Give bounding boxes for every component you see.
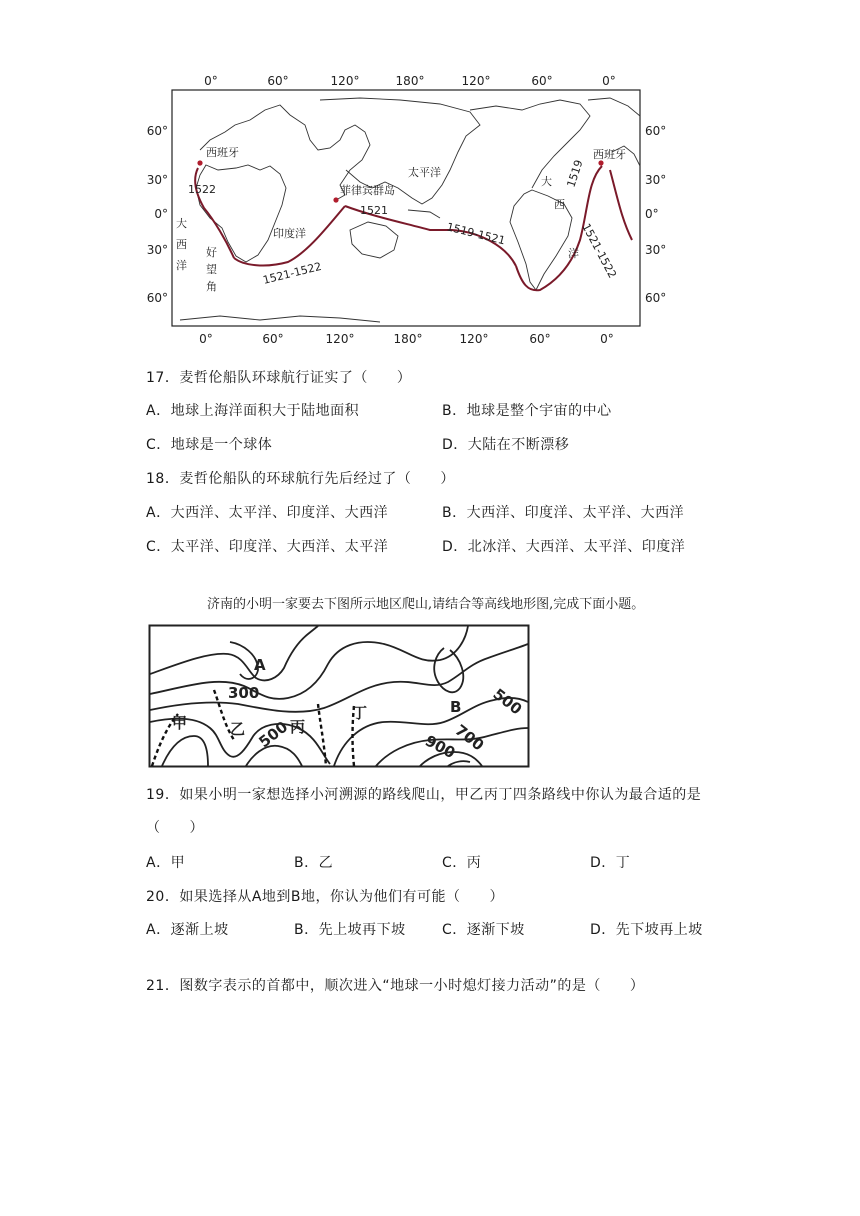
option-c: C．丙 [442,855,482,871]
top-lon-label: 0° [602,74,616,88]
bottom-lon-label: 120° [325,332,355,346]
atlantic-label: 洋 [568,247,579,260]
question-18: 18．麦哲伦船队的环球航行先后经过了（ ） [146,471,455,487]
left-lat-label: 30° [146,243,168,257]
bottom-lon-label: 120° [459,332,489,346]
top-lon-label: 0° [204,74,218,88]
option-d: D．丁 [590,855,631,871]
year-label: 1522 [188,183,216,196]
route-bing-label: 丙 [290,718,306,736]
top-lon-label: 60° [531,74,553,88]
option-d: D．北冰洋、大西洋、太平洋、印度洋 [442,539,686,555]
cape-label: 好 [206,246,217,259]
left-lat-label: 60° [146,124,168,138]
right-lat-label: 30° [645,173,667,187]
bottom-lon-label: 60° [262,332,284,346]
bottom-lon-label: 0° [600,332,614,346]
contour-value-label: 500 [255,717,292,752]
left-lat-label: 30° [146,173,168,187]
right-lat-label: 30° [645,243,667,257]
indian-ocean-label: 印度洋 [273,227,306,240]
option-a: A．甲 [146,855,186,871]
option-d: D．大陆在不断漂移 [442,437,570,453]
contour-value-label: 900 [422,731,459,763]
question-21: 21．图数字表示的首都中，顺次进入“地球一小时熄灯接力活动”的是（ ） [146,978,645,994]
option-b: B．大西洋、印度洋、太平洋、大西洋 [442,505,685,521]
question-20: 20．如果选择从A地到B地，你认为他们有可能（ ） [146,889,504,905]
question-19-paren: （ ） [146,820,204,836]
route-year-label: 1521-1522 [579,221,619,281]
spain-label: 西班牙 [593,148,626,161]
atlantic-label: 西 [554,198,565,211]
contour-value-label: 500 [489,684,526,719]
question-19: 19．如果小明一家想选择小河溯源的路线爬山，甲乙丙丁四条路线中你认为最合适的是 [146,787,702,803]
bottom-lon-label: 0° [199,332,213,346]
top-lon-label: 120° [330,74,360,88]
option-c: C．太平洋、印度洋、大西洋、太平洋 [146,539,389,555]
pacific-label: 太平洋 [408,166,441,179]
cape-label: 角 [206,280,217,293]
top-lon-label: 60° [267,74,289,88]
bottom-lon-label: 180° [393,332,423,346]
top-lon-label: 120° [461,74,491,88]
option-d: D．先下坡再上坡 [590,922,703,938]
cape-label: 望 [206,263,217,276]
question-17: 17．麦哲伦船队环球航行证实了（ ） [146,370,412,386]
contour-value-label: 300 [228,684,260,702]
right-lat-label: 0° [645,207,659,221]
route-jia-label: 甲 [172,714,188,732]
atlantic-label: 西 [176,238,187,251]
year-label: 1521 [360,204,388,217]
left-lat-label: 60° [146,291,168,305]
philippines-label: 菲律宾群岛 [340,184,395,197]
atlantic-label: 大 [176,217,187,230]
section-intro: 济南的小明一家要去下图所示地区爬山,请结合等高线地形图,完成下面小题。 [207,597,645,612]
point-b-label: B [450,698,462,716]
route-yi-label: 乙 [230,720,246,738]
spain-label: 西班牙 [206,146,239,159]
right-lat-label: 60° [645,291,667,305]
option-b: B．乙 [294,855,334,871]
point-a-label: A [254,656,266,674]
route-year-label: 1519-1521 [445,220,507,248]
bottom-lon-label: 60° [529,332,551,346]
route-ding-label: 丁 [352,704,368,722]
magellan-route-map [140,70,680,350]
atlantic-label: 大 [541,175,552,188]
atlantic-label: 洋 [176,259,187,272]
option-c: C．逐渐下坡 [442,922,525,938]
option-b: B．先上坡再下坡 [294,922,406,938]
top-lon-label: 180° [395,74,425,88]
option-c: C．地球是一个球体 [146,437,273,453]
contour-value-label: 700 [451,720,488,755]
option-a: A．地球上海洋面积大于陆地面积 [146,403,360,419]
option-a: A．大西洋、太平洋、印度洋、大西洋 [146,505,389,521]
left-lat-label: 0° [154,207,168,221]
contour-map [148,624,532,770]
right-lat-label: 60° [645,124,667,138]
route-year-label: 1521-1522 [261,259,323,287]
option-b: B．地球是整个宇宙的中心 [442,403,612,419]
route-year-label: 1519 [564,158,586,189]
option-a: A．逐渐上坡 [146,922,229,938]
